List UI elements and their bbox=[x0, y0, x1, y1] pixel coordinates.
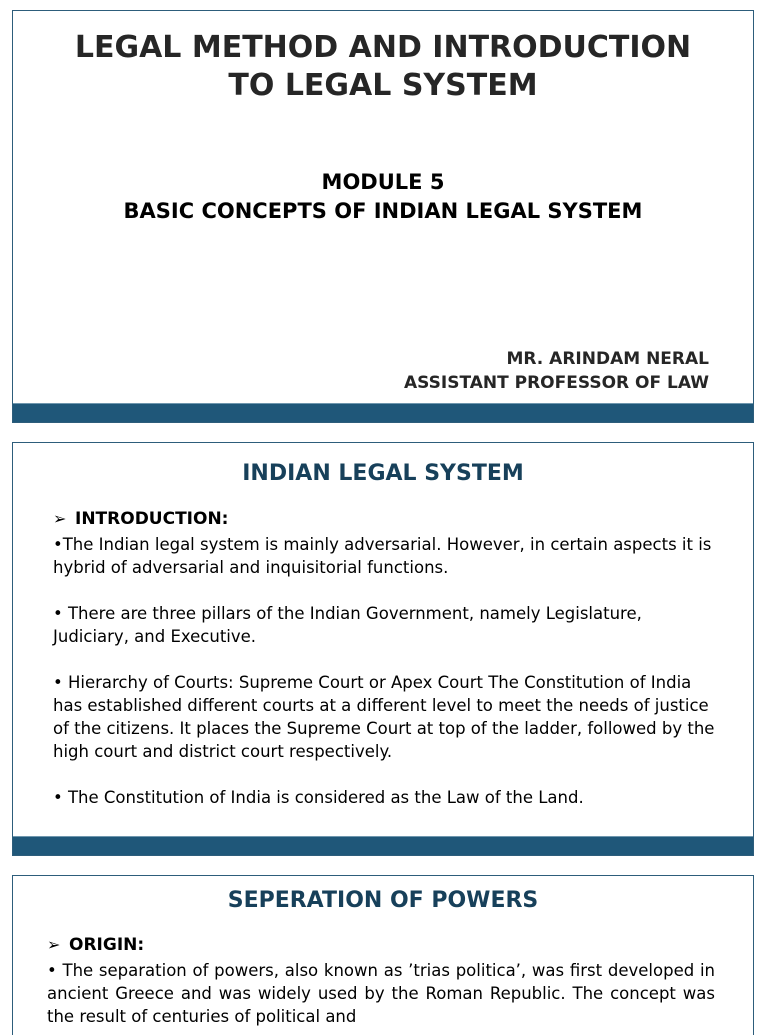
slide-heading: SEPERATION OF POWERS bbox=[227, 888, 539, 913]
arrow-bullet-icon: ➢ bbox=[53, 509, 67, 528]
module-name: BASIC CONCEPTS OF INDIAN LEGAL SYSTEM bbox=[123, 199, 643, 223]
slide-body bbox=[47, 959, 715, 1028]
section-heading-label: ORIGIN: bbox=[69, 935, 145, 955]
course-title-line-2: TO LEGAL SYSTEM bbox=[228, 68, 538, 103]
section-heading bbox=[53, 509, 228, 529]
footer-band bbox=[13, 403, 753, 422]
slide-title bbox=[12, 10, 754, 423]
author-role: ASSISTANT PROFESSOR OF LAW bbox=[404, 373, 709, 393]
course-title bbox=[13, 29, 753, 105]
arrow-bullet-icon: ➢ bbox=[47, 935, 61, 954]
paragraph: • Hierarchy of Courts: Supreme Court or Apex Court The Constitution of India has established different courts at a different level to meet the needs of justice of the citizens. It places the Supreme Court at top of the ladder, followed by the high court and district court respectively. bbox=[53, 673, 715, 761]
paragraph: • There are three pillars of the Indian Government, namely Legislature, Judiciary, and Executive. bbox=[53, 604, 642, 646]
author-block bbox=[404, 347, 709, 395]
module-subtitle bbox=[13, 168, 753, 226]
slide-indian-legal-system bbox=[12, 442, 754, 856]
module-number: MODULE 5 bbox=[321, 170, 445, 194]
author-name: MR. ARINDAM NERAL bbox=[506, 349, 709, 369]
slide-heading: INDIAN LEGAL SYSTEM bbox=[242, 461, 524, 486]
footer-band bbox=[13, 836, 753, 855]
paragraph: • The separation of powers, also known as ’trias politica’, was first developed in ancient Greece and was widely used by the Roman Republic. The concept was the result of centuries of political and bbox=[47, 961, 715, 1026]
slide-body bbox=[53, 533, 723, 832]
paragraph: •The Indian legal system is mainly adversarial. However, in certain aspects it is hybrid of adversarial and inquisitorial functions. bbox=[53, 535, 712, 577]
paragraph: • The Constitution of India is considered as the Law of the Land. bbox=[53, 788, 584, 807]
course-title-line-1: LEGAL METHOD AND INTRODUCTION bbox=[74, 30, 692, 65]
section-heading bbox=[47, 935, 144, 955]
section-heading-label: INTRODUCTION: bbox=[75, 509, 229, 529]
slide-separation-of-powers bbox=[12, 875, 754, 1035]
